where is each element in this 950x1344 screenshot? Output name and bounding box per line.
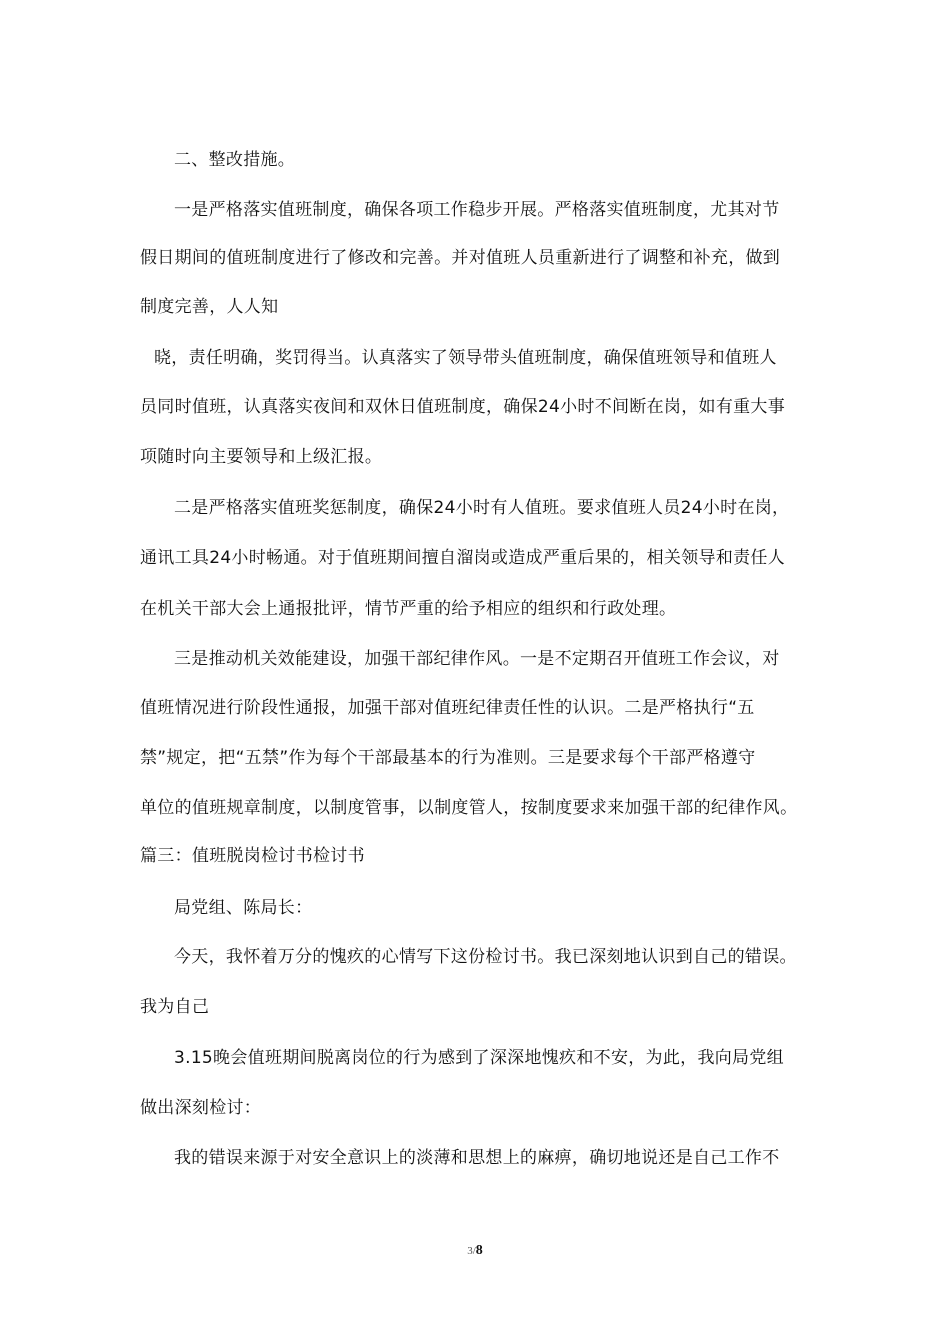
paragraph-line: 晓，责任明确，奖罚得当。认真落实了领导带头值班制度，确保值班领导和值班人 [154, 348, 777, 368]
paragraph-line: 做出深刻检讨： [140, 1098, 262, 1118]
paragraph-line: 项随时向主要领导和上级汇报。 [140, 447, 383, 467]
paragraph-line: 三是推动机关效能建设，加强干部纪律作风。一是不定期召开值班工作会议，对 [174, 649, 780, 669]
section-title: 篇三：值班脱岗检讨书检讨书 [140, 846, 365, 866]
paragraph-line: 二是严格落实值班奖惩制度，确保24小时有人值班。要求值班人员24小时在岗， [174, 498, 790, 518]
paragraph-line: 制度完善，人人知 [140, 297, 279, 317]
paragraph-line: 我的错误来源于对安全意识上的淡薄和思想上的麻痹，确切地说还是自己工作不 [174, 1148, 780, 1168]
paragraph-line: 通讯工具24小时畅通。对于值班期间擅自溜岗或造成严重后果的，相关领导和责任人 [140, 548, 786, 568]
page-number [0, 1242, 950, 1259]
paragraph-line: 一是严格落实值班制度，确保各项工作稳步开展。严格落实值班制度，尤其对节 [174, 200, 780, 220]
section-heading: 二、整改措施。 [174, 150, 296, 170]
paragraph-line: 在机关干部大会上通报批评，情节严重的给予相应的组织和行政处理。 [140, 599, 677, 619]
paragraph-line: 值班情况进行阶段性通报，加强干部对值班纪律责任性的认识。二是严格执行“五 [140, 698, 755, 718]
salutation: 局党组、陈局长： [174, 898, 313, 918]
paragraph-line: 禁”规定，把“五禁”作为每个干部最基本的行为准则。三是要求每个干部严格遵守 [140, 748, 756, 768]
paragraph-line: 单位的值班规章制度，以制度管事，以制度管人，按制度要求来加强干部的纪律作风。 [140, 798, 798, 818]
paragraph-line: 假日期间的值班制度进行了修改和完善。并对值班人员重新进行了调整和补充，做到 [140, 248, 781, 268]
paragraph-line: 3.15晚会值班期间脱离岗位的行为感到了深深地愧疚和不安，为此，我向局党组 [174, 1048, 784, 1068]
paragraph-line: 我为自己 [140, 997, 210, 1017]
paragraph-line: 今天，我怀着万分的愧疚的心情写下这份检讨书。我已深刻地认识到自己的错误。 [174, 947, 797, 967]
paragraph-line: 员同时值班，认真落实夜间和双休日值班制度，确保24小时不间断在岗，如有重大事 [140, 397, 786, 417]
page-number-current: 3/ [467, 1245, 476, 1257]
page-number-total: 8 [475, 1243, 483, 1258]
